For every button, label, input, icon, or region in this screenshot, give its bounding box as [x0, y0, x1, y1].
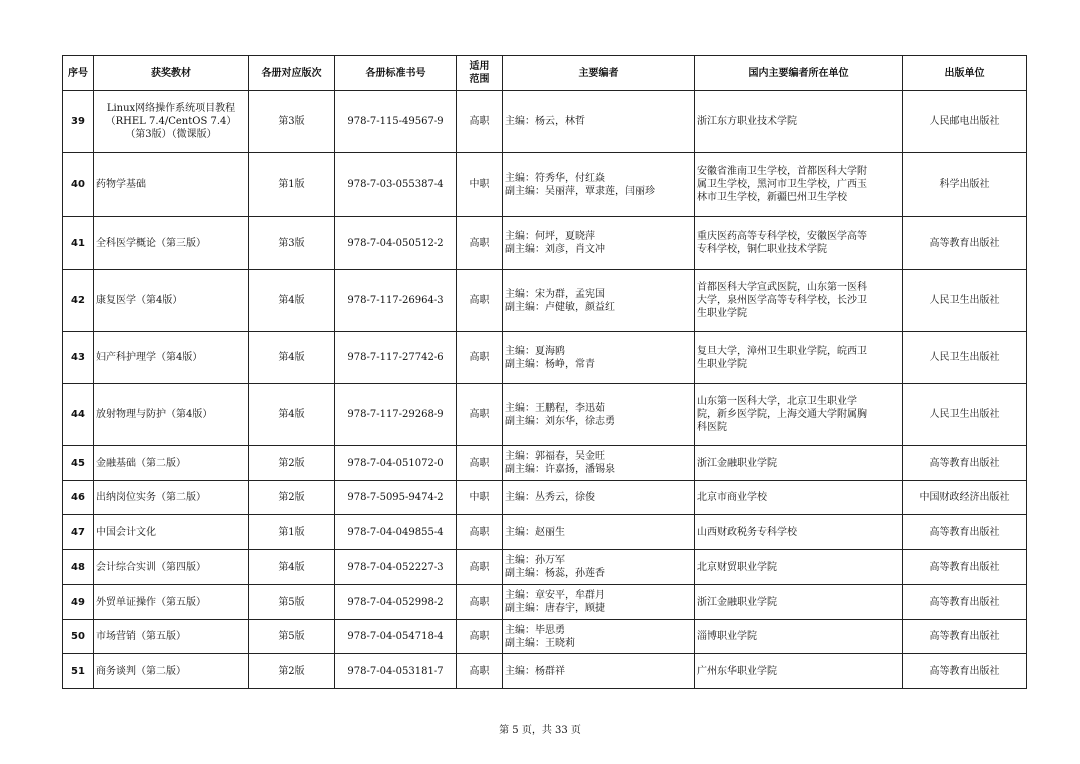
textbook-title	[94, 217, 249, 270]
isbn-cell: 978-7-5095-9474-2	[335, 481, 457, 515]
editors-cell	[503, 481, 695, 515]
unit-line: 生职业学院	[697, 358, 747, 370]
editor-line: 主编：王鹏程，李迅茹	[505, 402, 605, 414]
edition-cell: 第2版	[249, 481, 335, 515]
units-cell	[695, 332, 903, 384]
unit-line: 专科学校，铜仁职业技术学院	[697, 244, 827, 255]
title-line: Linux网络操作系统项目教程	[106, 103, 236, 114]
table-row	[63, 270, 1027, 332]
publisher-cell: 高等教育出版社	[903, 550, 1027, 585]
title-line: 商务谈判（第二版）	[96, 665, 186, 677]
title-line: （第3版）（微课版）	[125, 129, 217, 140]
scope-cell: 高职	[457, 585, 503, 620]
editor-line: 副主编：许嘉扬，潘锡泉	[505, 464, 615, 475]
editor-line: 主编：郭福春，吴金旺	[505, 451, 605, 462]
isbn-cell: 978-7-03-055387-4	[335, 153, 457, 217]
editor-line: 主编：夏海鸥	[505, 345, 565, 357]
table-row	[63, 384, 1027, 446]
header-units: 国内主要编者所在单位	[695, 56, 903, 91]
table-row	[63, 585, 1027, 620]
units-cell	[695, 550, 903, 585]
textbook-title	[94, 153, 249, 217]
title-line: 外贸单证操作（第五版）	[96, 596, 206, 608]
units-cell	[695, 620, 903, 654]
editor-line: 主编：符秀华，付红焱	[505, 172, 605, 184]
textbook-title	[94, 654, 249, 689]
publisher-cell: 人民卫生出版社	[903, 332, 1027, 384]
header-isbn: 各册标准书号	[335, 56, 457, 91]
table-body	[63, 91, 1027, 689]
publisher-cell: 高等教育出版社	[903, 654, 1027, 689]
textbook-title	[94, 332, 249, 384]
units-cell	[695, 270, 903, 332]
header-publisher: 出版单位	[903, 56, 1027, 91]
editor-line: 副主编：杨峥，常青	[505, 358, 595, 370]
edition-cell: 第1版	[249, 515, 335, 550]
publisher-cell: 高等教育出版社	[903, 515, 1027, 550]
title-line: 市场营销（第五版）	[96, 631, 186, 642]
scope-cell: 高职	[457, 654, 503, 689]
editors-cell	[503, 384, 695, 446]
textbook-title	[94, 270, 249, 332]
row-number: 40	[63, 153, 94, 217]
isbn-cell: 978-7-04-053181-7	[335, 654, 457, 689]
textbook-title	[94, 585, 249, 620]
header-scope-line: 适用	[469, 61, 490, 72]
unit-line: 山东第一医科大学，北京卫生职业学	[697, 396, 857, 407]
table-row	[63, 91, 1027, 153]
title-line: 中国会计文化	[96, 526, 156, 538]
row-number: 47	[63, 515, 94, 550]
unit-line: 北京市商业学校	[697, 492, 767, 503]
row-number: 48	[63, 550, 94, 585]
scope-cell: 高职	[457, 620, 503, 654]
title-line: 妇产科护理学（第4版）	[96, 352, 203, 363]
unit-line: 安徽省淮南卫生学校，首都医科大学附	[697, 166, 867, 177]
header-edition: 各册对应版次	[249, 56, 335, 91]
editors-cell	[503, 515, 695, 550]
editor-line: 副主编：王晓莉	[505, 637, 575, 649]
header-editors: 主要编者	[503, 56, 695, 91]
table-row	[63, 515, 1027, 550]
edition-cell: 第2版	[249, 446, 335, 481]
row-number: 42	[63, 270, 94, 332]
unit-line: 浙江金融职业学院	[697, 457, 777, 469]
table-row	[63, 217, 1027, 270]
scope-cell: 高职	[457, 384, 503, 446]
units-cell	[695, 217, 903, 270]
editor-line: 主编：孙万军	[505, 555, 565, 566]
units-cell	[695, 91, 903, 153]
title-line: 会计综合实训（第四版）	[96, 561, 206, 573]
unit-line: 属卫生学校，黑河市卫生学校，广西玉	[697, 179, 867, 190]
editor-line: 主编：赵丽生	[505, 526, 565, 538]
editor-line: 主编：章安平，牟群月	[505, 590, 605, 601]
page-footer: 第 5 页，共 33 页	[499, 725, 581, 736]
title-line: 康复医学（第4版）	[96, 295, 183, 306]
isbn-cell: 978-7-04-050512-2	[335, 217, 457, 270]
editor-line: 主编：丛秀云，徐俊	[505, 492, 595, 503]
units-cell	[695, 153, 903, 217]
editors-cell	[503, 550, 695, 585]
row-number: 46	[63, 481, 94, 515]
units-cell	[695, 481, 903, 515]
textbook-title	[94, 515, 249, 550]
edition-cell: 第3版	[249, 217, 335, 270]
publisher-cell: 高等教育出版社	[903, 446, 1027, 481]
header-no: 序号	[63, 56, 94, 91]
editor-line: 主编：宋为群，孟宪国	[505, 288, 605, 300]
editor-line: 主编：何坪，夏晓萍	[505, 231, 595, 242]
editor-line: 主编：毕思勇	[505, 624, 565, 636]
isbn-cell: 978-7-117-29268-9	[335, 384, 457, 446]
units-cell	[695, 654, 903, 689]
editors-cell	[503, 153, 695, 217]
publisher-cell: 人民邮电出版社	[903, 91, 1027, 153]
scope-cell: 高职	[457, 446, 503, 481]
unit-line: 大学，泉州医学高等专科学校，长沙卫	[697, 295, 867, 306]
editor-line: 副主编：刘东华，徐志勇	[505, 415, 615, 427]
edition-cell: 第5版	[249, 620, 335, 654]
awards-table	[62, 55, 1027, 689]
unit-line: 重庆医药高等专科学校，安徽医学高等	[697, 231, 867, 242]
row-number: 39	[63, 91, 94, 153]
textbook-title	[94, 384, 249, 446]
unit-line: 生职业学院	[697, 308, 747, 319]
edition-cell: 第3版	[249, 91, 335, 153]
edition-cell: 第5版	[249, 585, 335, 620]
table-row	[63, 332, 1027, 384]
isbn-cell: 978-7-117-26964-3	[335, 270, 457, 332]
textbook-title	[94, 620, 249, 654]
scope-cell: 高职	[457, 217, 503, 270]
editors-cell	[503, 217, 695, 270]
editor-line: 主编：杨群祥	[505, 665, 565, 677]
unit-line: 院，新乡医学院，上海交通大学附属胸	[697, 409, 867, 420]
editors-cell	[503, 620, 695, 654]
row-number: 51	[63, 654, 94, 689]
editor-line: 副主编：唐春宇，顾捷	[505, 603, 605, 614]
unit-line: 复旦大学，漳州卫生职业学院，皖西卫	[697, 345, 867, 357]
textbook-title	[94, 91, 249, 153]
table-row	[63, 481, 1027, 515]
publisher-cell: 人民卫生出版社	[903, 384, 1027, 446]
table-row	[63, 620, 1027, 654]
editor-line: 副主编：卢健敏，颜益红	[505, 301, 615, 313]
editor-line: 副主编：刘彦，肖文冲	[505, 244, 605, 255]
unit-line: 北京财贸职业学院	[697, 561, 777, 573]
isbn-cell: 978-7-04-051072-0	[335, 446, 457, 481]
title-line: 全科医学概论（第三版）	[96, 237, 206, 249]
publisher-cell: 人民卫生出版社	[903, 270, 1027, 332]
editors-cell	[503, 91, 695, 153]
units-cell	[695, 585, 903, 620]
title-line: 药物学基础	[96, 179, 146, 190]
editors-cell	[503, 446, 695, 481]
isbn-cell: 978-7-04-054718-4	[335, 620, 457, 654]
textbook-title	[94, 550, 249, 585]
header-row	[63, 56, 1027, 91]
row-number: 50	[63, 620, 94, 654]
publisher-cell: 高等教育出版社	[903, 585, 1027, 620]
edition-cell: 第4版	[249, 384, 335, 446]
publisher-cell: 高等教育出版社	[903, 217, 1027, 270]
units-cell	[695, 515, 903, 550]
editor-line: 主编：杨云，林哲	[505, 116, 585, 127]
editor-line: 副主编：吴丽萍，覃隶莲，闫丽珍	[505, 185, 655, 197]
header-scope	[457, 56, 503, 91]
isbn-cell: 978-7-04-052227-3	[335, 550, 457, 585]
header-title: 获奖教材	[94, 56, 249, 91]
row-number: 43	[63, 332, 94, 384]
row-number: 41	[63, 217, 94, 270]
title-line: 金融基础（第二版）	[96, 457, 186, 469]
isbn-cell: 978-7-117-27742-6	[335, 332, 457, 384]
unit-line: 浙江金融职业学院	[697, 596, 777, 608]
textbook-title	[94, 446, 249, 481]
scope-cell: 高职	[457, 332, 503, 384]
unit-line: 浙江东方职业技术学院	[697, 116, 797, 127]
isbn-cell: 978-7-115-49567-9	[335, 91, 457, 153]
scope-cell: 高职	[457, 91, 503, 153]
unit-line: 广州东华职业学院	[697, 665, 777, 677]
isbn-cell: 978-7-04-049855-4	[335, 515, 457, 550]
unit-line: 林市卫生学校，新疆巴州卫生学校	[697, 192, 847, 203]
row-number: 44	[63, 384, 94, 446]
scope-cell: 高职	[457, 550, 503, 585]
publisher-cell: 中国财政经济出版社	[903, 481, 1027, 515]
row-number: 49	[63, 585, 94, 620]
editor-line: 副主编：杨蕊，孙莲香	[505, 568, 605, 579]
edition-cell: 第4版	[249, 550, 335, 585]
scope-cell: 中职	[457, 153, 503, 217]
unit-line: 首都医科大学宣武医院，山东第一医科	[697, 282, 867, 293]
title-line: 放射物理与防护（第4版）	[96, 409, 213, 420]
table-row	[63, 550, 1027, 585]
unit-line: 科医院	[697, 422, 727, 433]
edition-cell: 第1版	[249, 153, 335, 217]
editors-cell	[503, 332, 695, 384]
edition-cell: 第4版	[249, 332, 335, 384]
title-line: （RHEL 7.4/CentOS 7.4）	[105, 116, 237, 127]
editors-cell	[503, 585, 695, 620]
row-number: 45	[63, 446, 94, 481]
table-row	[63, 153, 1027, 217]
units-cell	[695, 384, 903, 446]
publisher-cell: 高等教育出版社	[903, 620, 1027, 654]
scope-cell: 高职	[457, 270, 503, 332]
scope-cell: 高职	[457, 515, 503, 550]
editors-cell	[503, 654, 695, 689]
publisher-cell: 科学出版社	[903, 153, 1027, 217]
isbn-cell: 978-7-04-052998-2	[335, 585, 457, 620]
edition-cell: 第4版	[249, 270, 335, 332]
units-cell	[695, 446, 903, 481]
unit-line: 淄博职业学院	[697, 631, 757, 642]
header-scope-line: 范围	[469, 74, 490, 85]
scope-cell: 中职	[457, 481, 503, 515]
table-row	[63, 446, 1027, 481]
textbook-title	[94, 481, 249, 515]
unit-line: 山西财政税务专科学校	[697, 526, 797, 538]
title-line: 出纳岗位实务（第二版）	[96, 492, 206, 503]
table-row	[63, 654, 1027, 689]
editors-cell	[503, 270, 695, 332]
edition-cell: 第2版	[249, 654, 335, 689]
